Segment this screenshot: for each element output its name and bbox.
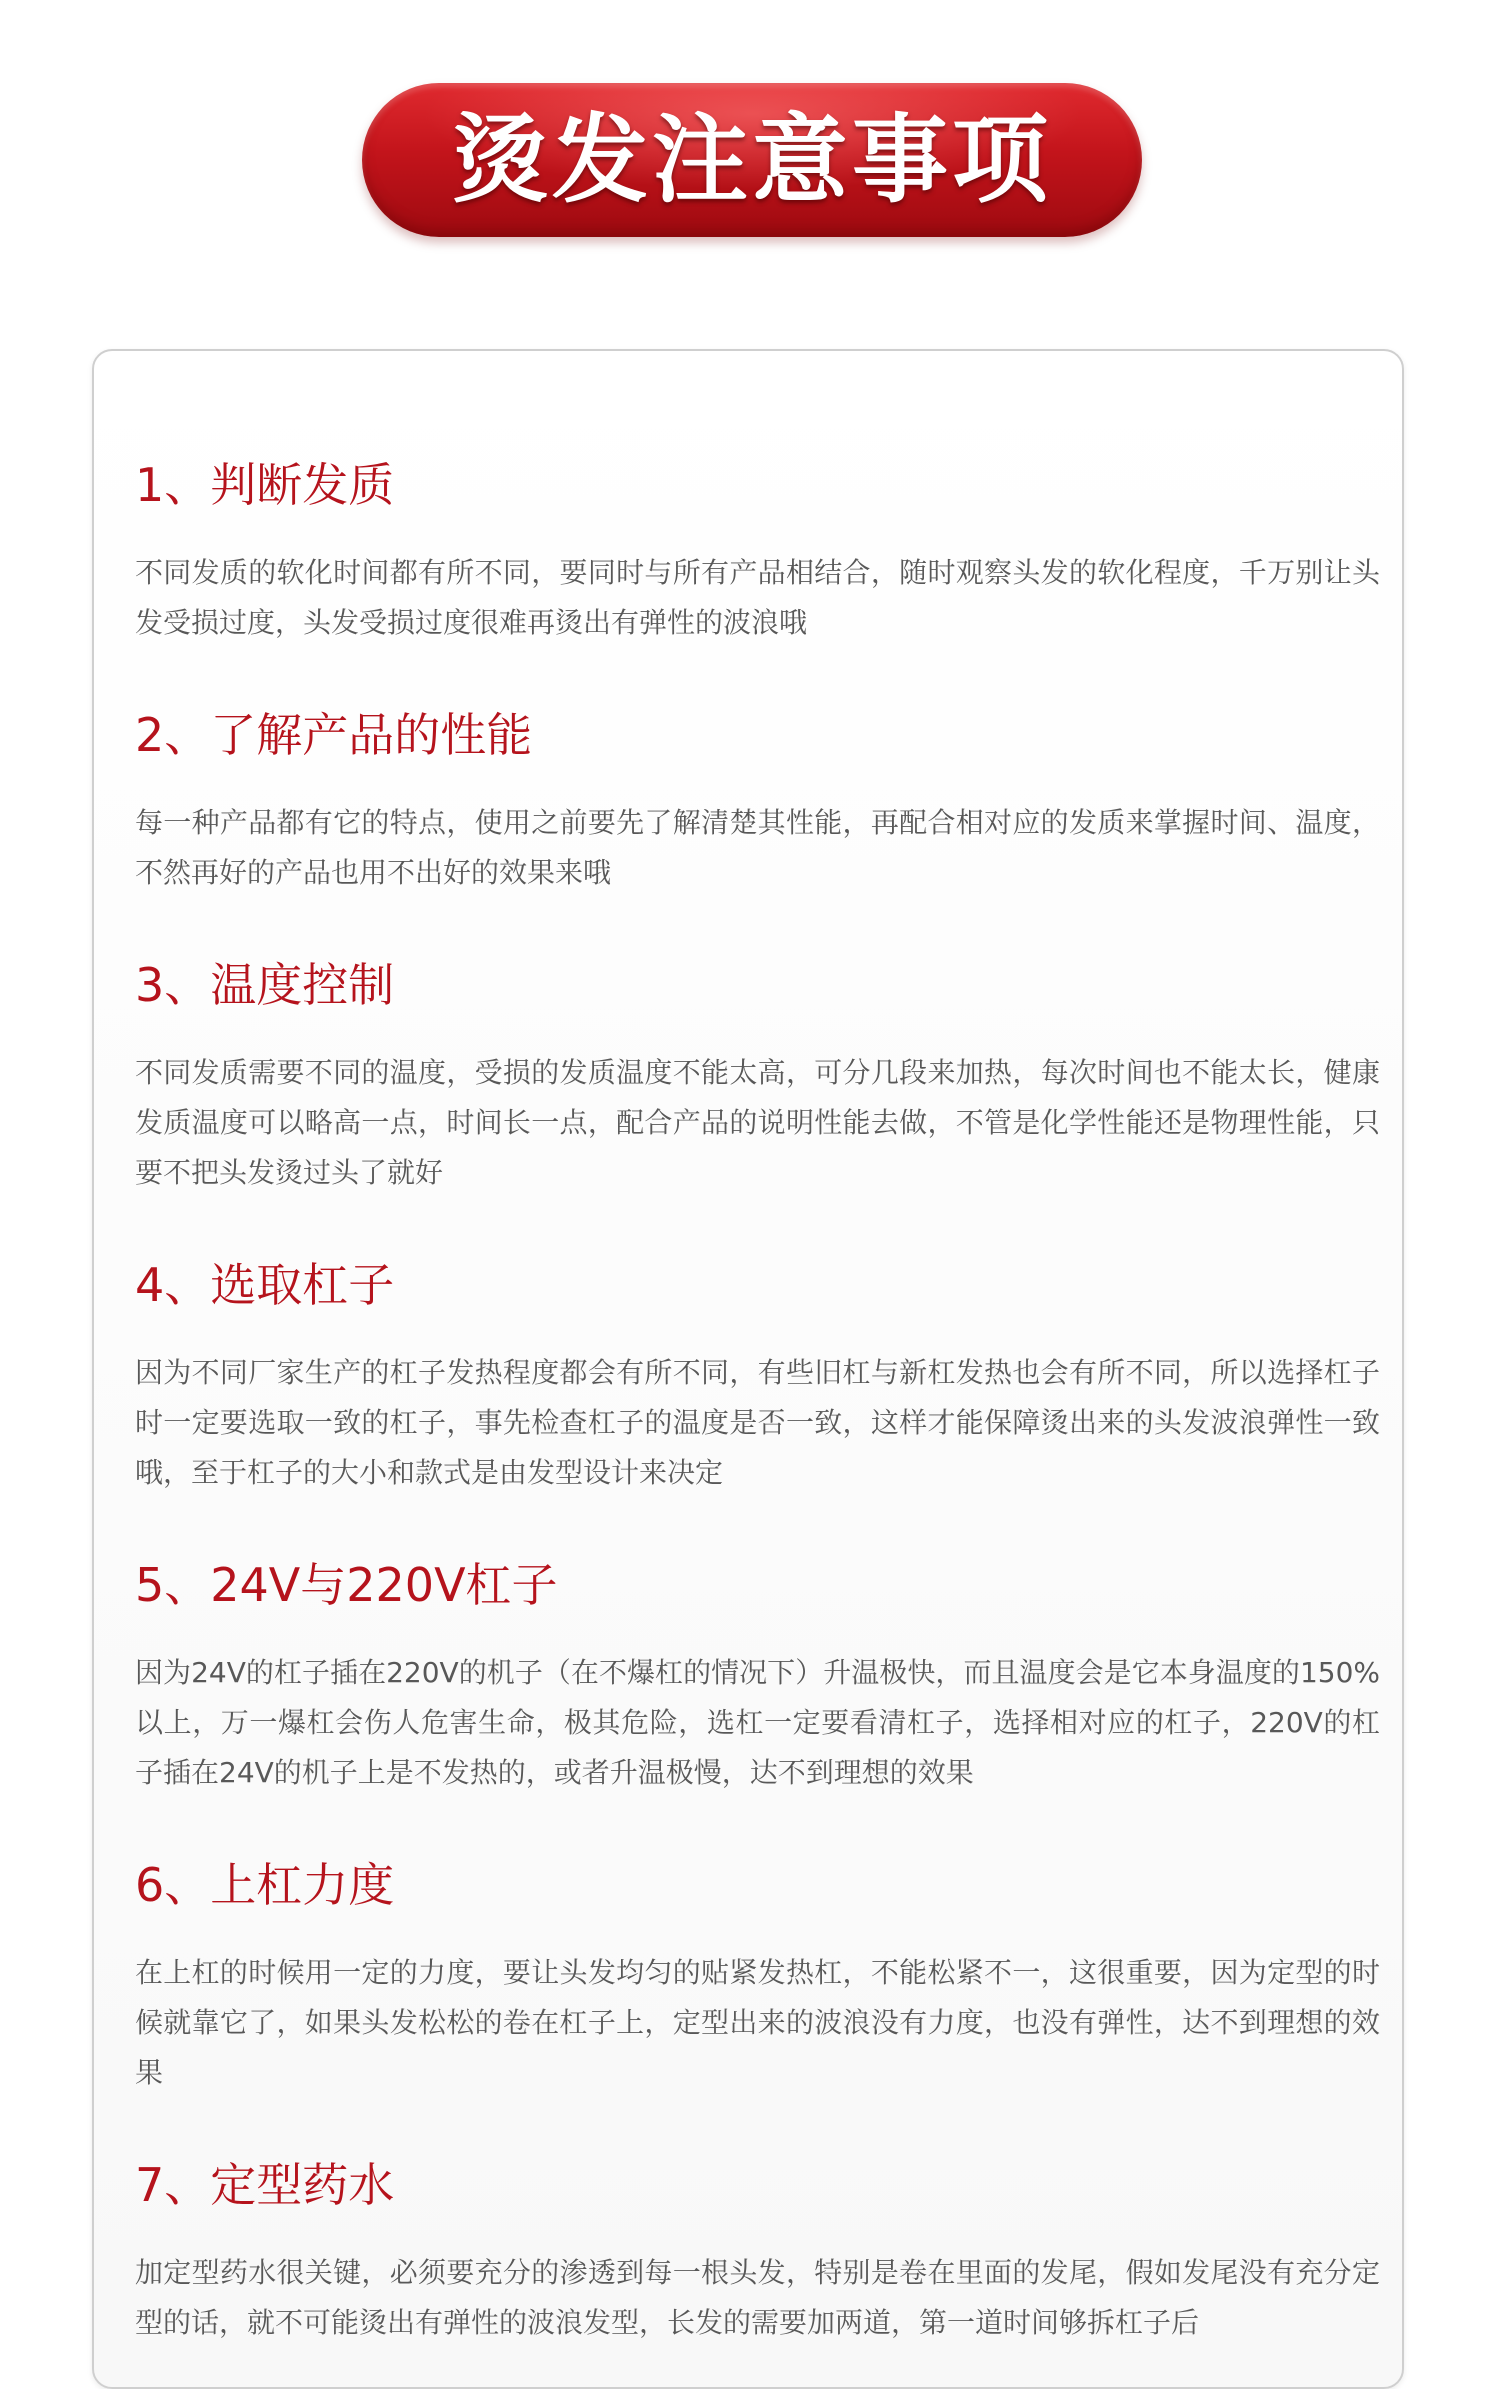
section-heading: 2、了解产品的性能 bbox=[135, 708, 533, 762]
section-select-rods bbox=[135, 1258, 1380, 1498]
section-24v-220v-rods bbox=[135, 1558, 1380, 1798]
section-heading: 6、上杠力度 bbox=[135, 1858, 395, 1912]
section-heading: 5、24V与220V杠子 bbox=[135, 1558, 558, 1612]
section-heading: 1、判断发质 bbox=[135, 458, 395, 512]
section-heading: 3、温度控制 bbox=[135, 958, 395, 1012]
section-judge-hair-quality bbox=[135, 458, 1380, 648]
section-heading: 4、选取杠子 bbox=[135, 1258, 395, 1312]
section-setting-lotion bbox=[135, 2158, 1380, 2348]
section-body: 在上杠的时候用一定的力度，要让头发均匀的贴紧发热杠，不能松紧不一，这很重要，因为定型的时候就靠它了，如果头发松松的卷在杠子上，定型出来的波浪没有力度，也没有弹性，达不到理想的效果 bbox=[135, 1956, 1380, 2089]
section-body: 每一种产品都有它的特点，使用之前要先了解清楚其性能，再配合相对应的发质来掌握时间、温度，不然再好的产品也用不出好的效果来哦 bbox=[135, 806, 1380, 889]
section-rod-tension bbox=[135, 1858, 1380, 2098]
section-body: 不同发质的软化时间都有所不同，要同时与所有产品相结合，随时观察头发的软化程度，千万别让头发受损过度，头发受损过度很难再烫出有弹性的波浪哦 bbox=[135, 556, 1380, 639]
page-title: 烫发注意事项 bbox=[452, 104, 1052, 216]
title-banner bbox=[362, 83, 1142, 237]
section-body: 加定型药水很关键，必须要充分的渗透到每一根头发，特别是卷在里面的发尾，假如发尾没有充分定型的话，就不可能烫出有弹性的波浪发型，长发的需要加两道，第一道时间够拆杠子后 bbox=[135, 2256, 1380, 2339]
section-body: 因为不同厂家生产的杠子发热程度都会有所不同，有些旧杠与新杠发热也会有所不同，所以选择杠子时一定要选取一致的杠子，事先检查杠子的温度是否一致，这样才能保障烫出来的头发波浪弹性一致哦，至于杠子的大小和款式是由发型设计来决定 bbox=[135, 1356, 1380, 1489]
section-body: 不同发质需要不同的温度，受损的发质温度不能太高，可分几段来加热，每次时间也不能太长，健康发质温度可以略高一点，时间长一点，配合产品的说明性能去做，不管是化学性能还是物理性能，只要不把头发烫过头了就好 bbox=[135, 1056, 1380, 1189]
section-body: 因为24V的杠子插在220V的机子（在不爆杠的情况下）升温极快，而且温度会是它本身温度的150%以上，万一爆杠会伤人危害生命，极其危险，选杠一定要看清杠子，选择相对应的杠子，220V的杠子插在24V的机子上是不发热的，或者升温极慢，达不到理想的效果 bbox=[135, 1656, 1380, 1789]
section-product-performance bbox=[135, 708, 1380, 898]
section-temperature-control bbox=[135, 958, 1380, 1198]
section-heading: 7、定型药水 bbox=[135, 2158, 395, 2212]
